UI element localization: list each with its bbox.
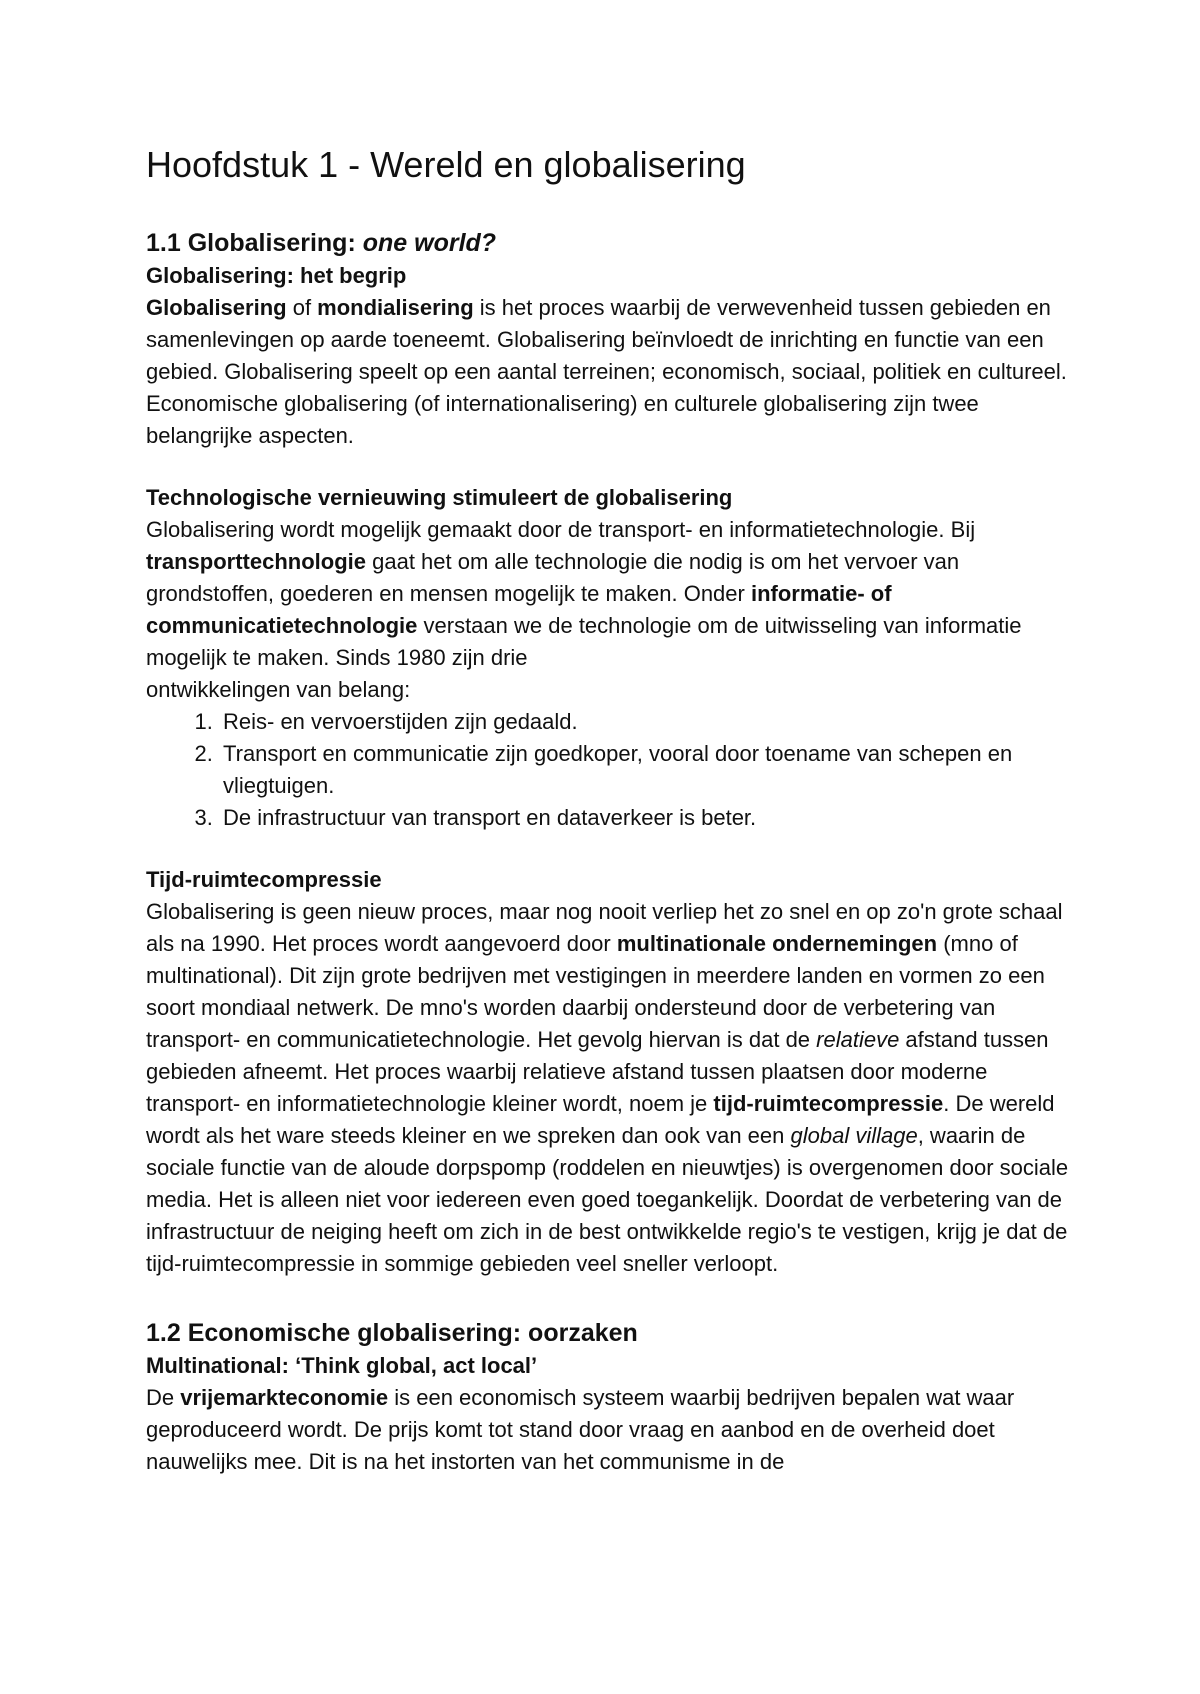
subheading-multinational: Multinational: ‘Think global, act local’	[146, 1353, 538, 1378]
paragraph-technologie: Globalisering wordt mogelijk gemaakt door de transport- en informatietechnologie. Bij transporttechnologie gaat het om alle technologie die nodig is om het vervoer van grondstoffen, goederen en mensen mogelijk te maken. Onder informatie- of communicatietechnologie verstaan we de technologie om de uitwisseling van informatie mogelijk te maken. Sinds 1980 zijn drie ontwikkelingen van belang:	[146, 517, 1022, 702]
chapter-title: Hoofdstuk 1 - Wereld en globalisering	[146, 144, 746, 185]
list-item: 1. Reis- en vervoerstijden zijn gedaald.	[219, 706, 1086, 738]
paragraph-tijd-ruimtecompressie: Globalisering is geen nieuw proces, maar nog nooit verliep het zo snel en op zo'n grote schaal als na 1990. Het proces wordt aangevoerd door multinationale ondernemingen (mno of multinational). Dit zijn grote bedrijven met vestigingen in meerdere landen en vormen zo een soort mondiaal netwerk. De mno's worden daarbij ondersteund door de verbetering van transport- en communicatietechnologie. Het gevolg hiervan is dat de relatieve afstand tussen gebieden afneemt. Het proces waarbij relatieve afstand tussen plaatsen door moderne transport- en informatietechnologie kleiner wordt, noem je tijd-ruimtecompressie. De wereld wordt als het ware steeds kleiner en we spreken dan ook van een global village, waarin de sociale functie van de aloude dorpspomp (roddelen en nieuwtjes) is overgenomen door sociale media. Het is alleen niet voor iedereen even goed toegankelijk. Doordat de verbetering van de infrastructuur de neiging heeft om zich in de best ontwikkelde regio's te vestigen, krijg je dat de tijd-ruimtecompressie in sommige gebieden veel sneller verloopt.	[146, 899, 1069, 1276]
developments-list	[146, 706, 1086, 834]
subheading-begrip: Globalisering: het begrip	[146, 263, 407, 288]
paragraph-vrijemarkteconomie: De vrijemarkteconomie is een economisch systeem waarbij bedrijven bepalen wat waar geproduceerd wordt. De prijs komt tot stand door vraag en aanbod en de overheid doet nauwelijks mee. Dit is na het instorten van het communisme in de	[146, 1385, 1015, 1474]
subheading-technologie: Technologische vernieuwing stimuleert de globalisering	[146, 485, 733, 510]
paragraph-begrip: Globalisering of mondialisering is het proces waarbij de verwevenheid tussen gebieden en samenlevingen op aarde toeneemt. Globalisering beïnvloedt de inrichting en functie van een gebied. Globalisering speelt op een aantal terreinen; economisch, sociaal, politiek en cultureel. Economische globalisering (of internationalisering) en culturele globalisering zijn twee belangrijke aspecten.	[146, 295, 1067, 448]
list-item: 2. Transport en communicatie zijn goedkoper, vooral door toename van schepen en vliegtuigen.	[219, 738, 1086, 802]
document-body	[146, 226, 1086, 1478]
section-heading-1-1: 1.1 Globalisering: one world?	[146, 229, 497, 257]
subheading-tijd-ruimtecompressie: Tijd-ruimtecompressie	[146, 867, 382, 892]
list-item: 3. De infrastructuur van transport en dataverkeer is beter.	[219, 802, 1086, 834]
section-heading-1-2: 1.2 Economische globalisering: oorzaken	[146, 1319, 638, 1347]
